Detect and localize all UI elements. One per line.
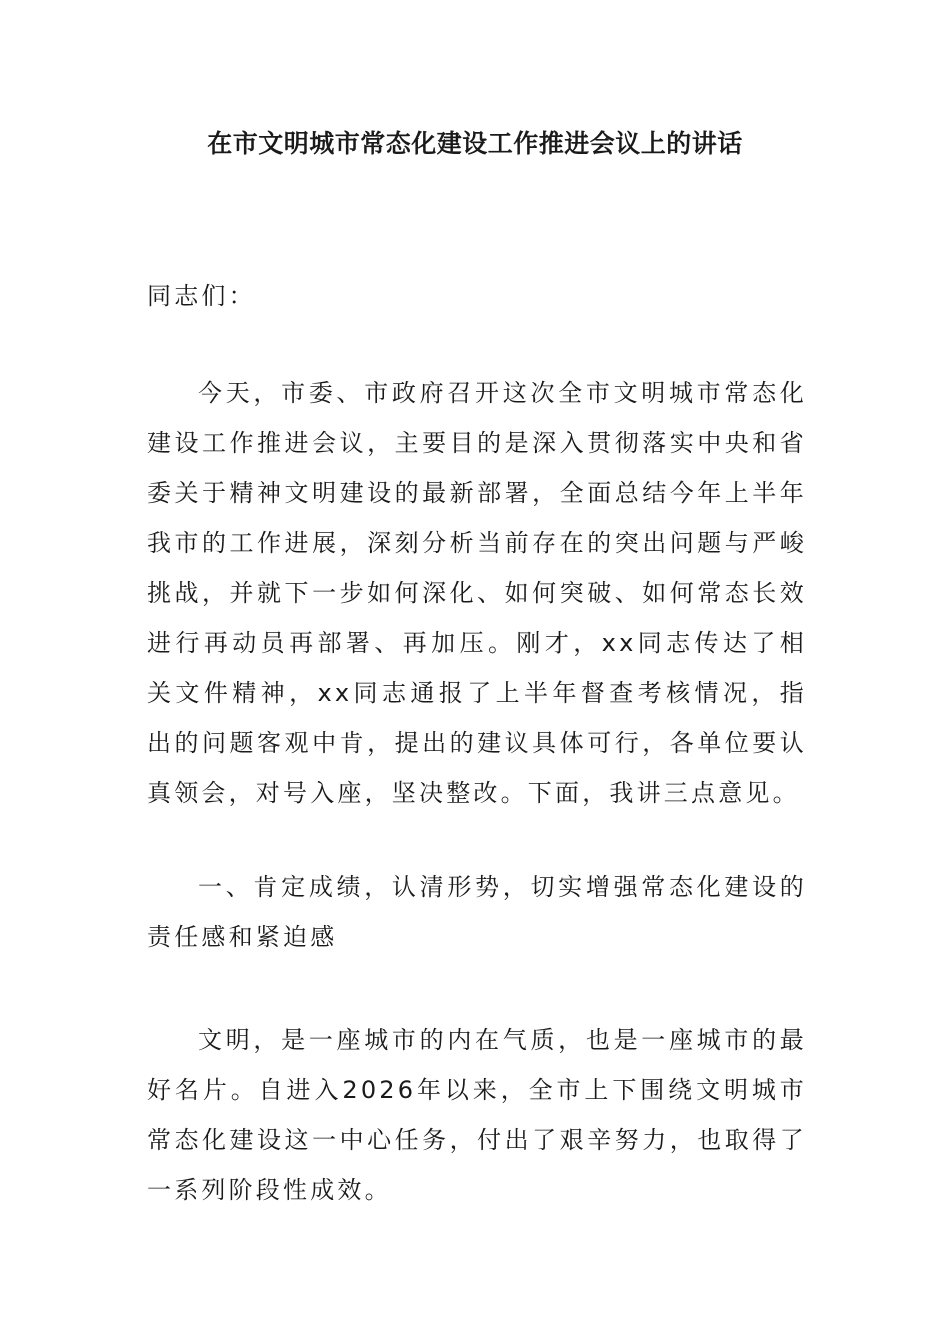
paragraph-intro: 今天，市委、市政府召开这次全市文明城市常态化建设工作推进会议，主要目的是深入贯彻落实中央和省委关于精神文明建设的最新部署，全面总结今年上半年我市的工作进展，深刻分析当前存在的突出问题与严峻挑战，并就下一步如何深化、如何突破、如何常态长效进行再动员再部署、再加压。刚才，xx同志传达了相关文件精神，xx同志通报了上半年督查考核情况，指出的问题客观中肯，提出的建议具体可行，各单位要认真领会，对号入座，坚决整改。下面，我讲三点意见。 [147,379,807,807]
section-heading: 一、肯定成绩，认清形势，切实增强常态化建设的责任感和紧迫感 [147,873,807,951]
paragraph-section-1: 文明，是一座城市的内在气质，也是一座城市的最好名片。自进入2026年以来，全市上下围绕文明城市常态化建设这一中心任务，付出了艰辛努力，也取得了一系列阶段性成效。 [147,1026,807,1204]
document-title: 在市文明城市常态化建设工作推进会议上的讲话 [207,129,743,158]
salutation: 同志们： [147,282,256,310]
